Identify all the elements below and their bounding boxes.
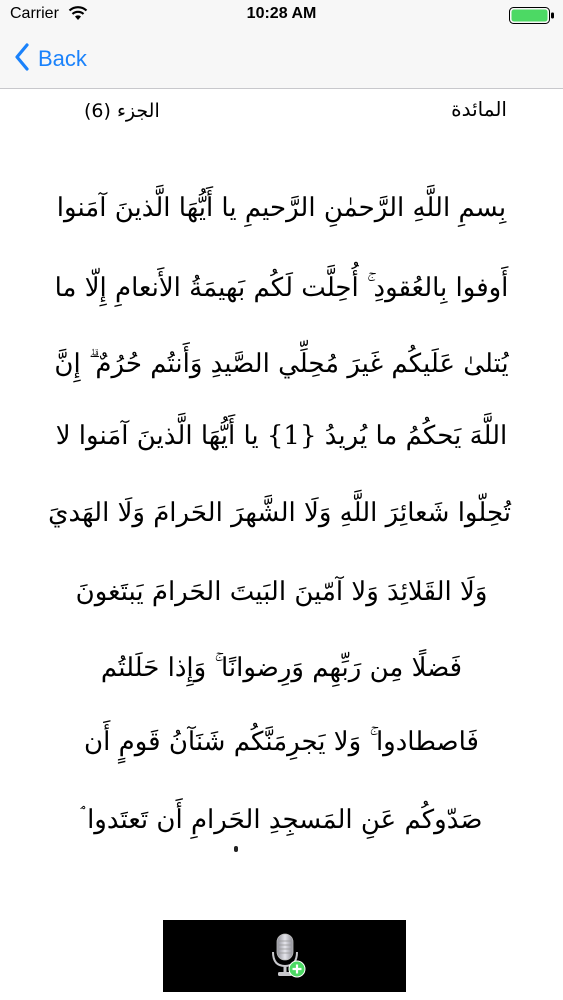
battery-icon: [509, 7, 557, 29]
microphone-add-button[interactable]: [267, 932, 307, 980]
navigation-bar: [0, 30, 563, 89]
verse-line: بِسمِ اللَّهِ الرَّحمٰنِ الرَّحيمِ يا أَيُّهَا الَّذينَ آمَنوا: [56, 193, 507, 223]
verse-line: تُحِلّوا شَعائِرَ اللَّهِ وَلَا الشَّهرَ الحَرامَ وَلَا الهَديَ: [48, 498, 511, 528]
verse-line: أَوفوا بِالعُقودِ ۚ أُحِلَّت لَكُم بَهيمَةُ الأَنعامِ إِلّا ما: [54, 273, 509, 303]
verse-line: وَلَا القَلائِدَ وَلا آمّينَ البَيتَ الحَرامَ يَبتَغونَ: [75, 577, 488, 607]
verse-line: صَدّوكُم عَنِ المَسجِدِ الحَرامِ أَن تَعتَدوا ۘ: [80, 805, 483, 835]
verse-line: اللَّهَ يَحكُمُ ما يُريدُ {1} يا أَيُّهَا الَّذينَ آمَنوا لا: [55, 421, 508, 451]
microphone-add-icon: [267, 965, 307, 984]
verse-line: فَاصطادوا ۚ وَلا يَجرِمَنَّكُم شَنَآنُ قَومٍ أَن: [84, 727, 479, 757]
verse-line: يُتلىٰ عَلَيكُم غَيرَ مُحِلِّي الصَّيدِ وَأَنتُم حُرُمٌ ۗ إِنَّ: [54, 349, 509, 379]
bottom-panel: [163, 920, 406, 992]
verse-line: فَضلًا مِن رَبِّهِم وَرِضوانًا ۚ وَإِذا حَلَلتُم: [100, 653, 463, 683]
juz-label: الجزء (6): [84, 100, 160, 122]
chevron-left-icon: [14, 43, 30, 75]
status-bar: [0, 0, 563, 30]
back-button[interactable]: [14, 42, 87, 76]
waqf-mark: [234, 846, 238, 852]
status-time: 10:28 AM: [246, 5, 317, 22]
surah-name: المائدة: [451, 97, 507, 121]
back-label: Back: [38, 46, 87, 71]
carrier-label: Carrier: [10, 5, 59, 22]
